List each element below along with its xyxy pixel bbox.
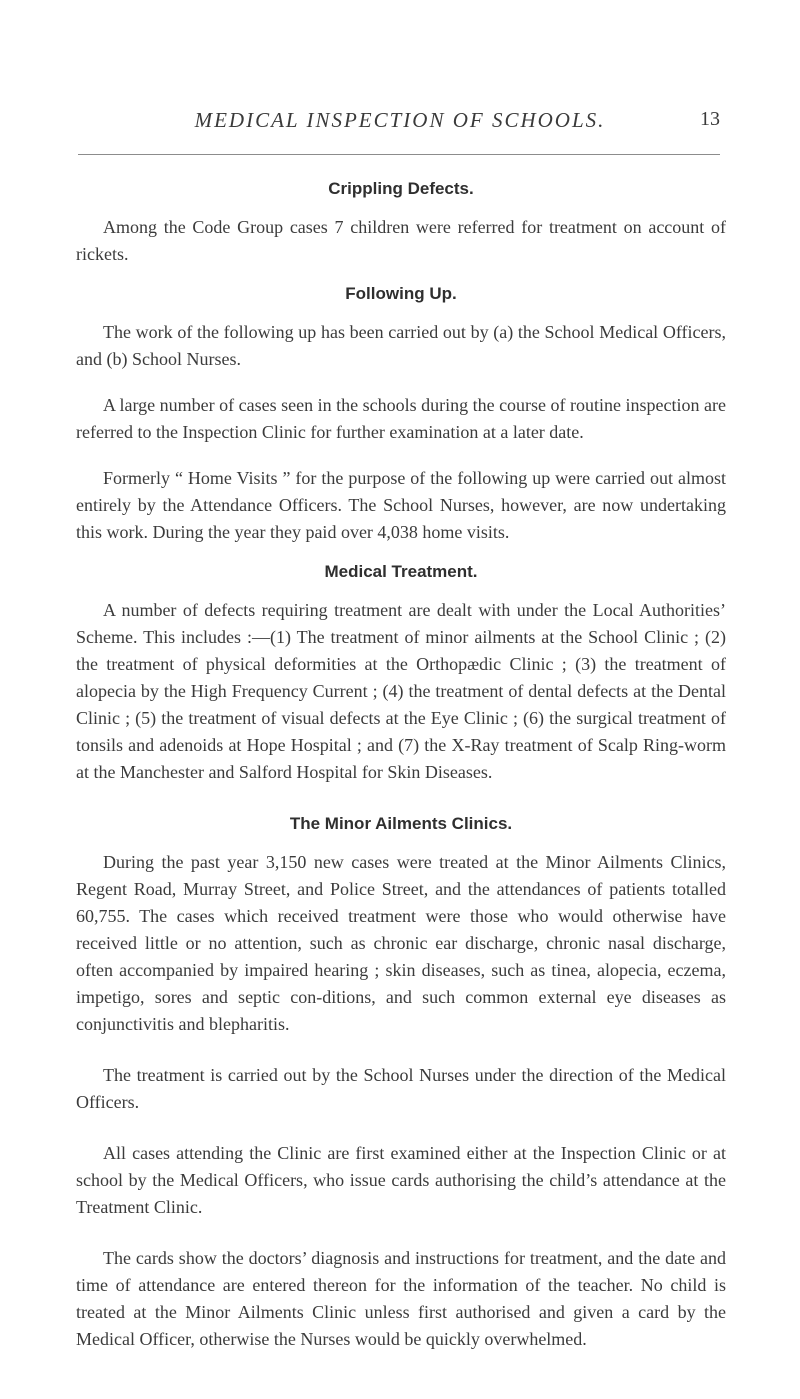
paragraph-following-up-3: Formerly “ Home Visits ” for the purpose of the following up were carried out almost entirely by the Attendance Officers. The School Nurses, however, are now undertaking this work. During the year they paid over 4,038 home visits. <box>76 468 726 542</box>
paragraph-minor-ailments-1: During the past year 3,150 new cases were treated at the Minor Ailments Clinics, Regent Road, Murray Street, and Police Street, and the attendances of patients totalled 60,755. The cases which received treatment were those who would otherwise have received little or no attention, such as chronic ear discharge, chronic nasal discharge, often accompanied by impaired hearing ; skin diseases, such as tinea, alopecia, eczema, impetigo, sores and septic con-ditions, and such common external eye diseases as conjunctivitis and blepharitis. <box>76 852 726 1034</box>
header-rule <box>78 154 720 155</box>
paragraph-minor-ailments-2: The treatment is carried out by the School Nurses under the direction of the Medical Officers. <box>76 1065 726 1112</box>
running-header <box>0 108 800 156</box>
paragraph-medical-treatment-1: A number of defects requiring treatment are dealt with under the Local Authorities’ Scheme. This includes :—(1) The treatment of minor ailments at the School Clinic ; (2) the treatment of physical deformities at the Orthopædic Clinic ; (3) the treatment of alopecia by the High Frequency Current ; (4) the treatment of dental defects at the Dental Clinic ; (5) the treatment of visual defects at the Eye Clinic ; (6) the surgical treatment of tonsils and adenoids at Hope Hospital ; and (7) the X-Ray treatment of Scalp Ring-worm at the Manchester and Salford Hospital for Skin Diseases. <box>76 600 726 782</box>
page-number: 13 <box>700 108 720 130</box>
heading-minor-ailments-clinics: The Minor Ailments Clinics. <box>289 814 513 833</box>
running-title: MEDICAL INSPECTION OF SCHOOLS. <box>194 108 606 132</box>
paragraph-following-up-2: A large number of cases seen in the schools during the course of routine inspection are referred to the Inspection Clinic for further examination at a later date. <box>76 395 726 442</box>
body-text <box>76 175 726 1353</box>
heading-crippling-defects: Crippling Defects. <box>328 179 474 198</box>
paragraph-crippling-1: Among the Code Group cases 7 children were referred for treatment on account of rickets. <box>76 217 726 264</box>
heading-medical-treatment: Medical Treatment. <box>324 562 478 581</box>
paragraph-minor-ailments-3: All cases attending the Clinic are first examined either at the Inspection Clinic or at school by the Medical Officers, who issue cards authorising the child’s attendance at the Treatment Clinic. <box>76 1143 726 1217</box>
paragraph-minor-ailments-4: The cards show the doctors’ diagnosis and instructions for treatment, and the date and time of attendance are entered thereon for the information of the teacher. No child is treated at the Minor Ailments Clinic unless first authorised and given a card by the Medical Officer, otherwise the Nurses would be quickly overwhelmed. <box>76 1248 726 1349</box>
heading-following-up: Following Up. <box>345 284 457 303</box>
paragraph-following-up-1: The work of the following up has been carried out by (a) the School Medical Officers, and (b) School Nurses. <box>76 322 726 369</box>
